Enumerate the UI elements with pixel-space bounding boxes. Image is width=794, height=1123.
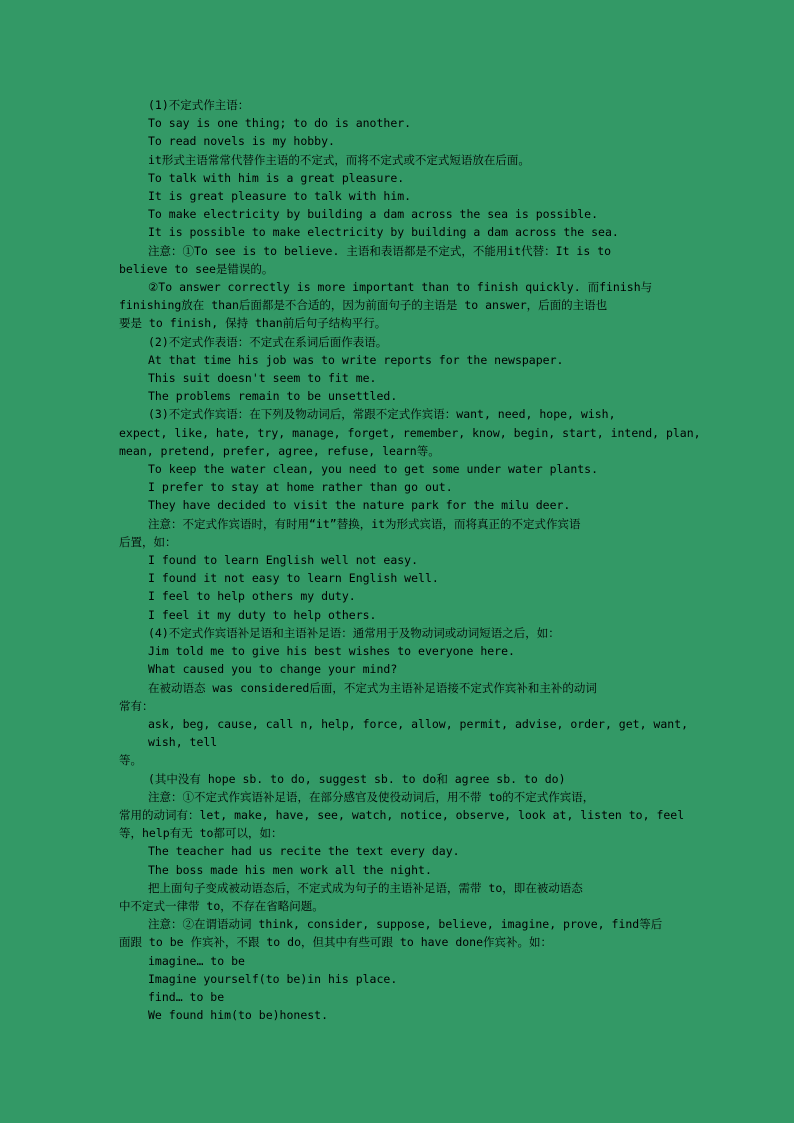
text-line: We found him(to be)honest. [148,1008,329,1023]
text-line: Imagine yourself(to be)in his place. [148,971,398,986]
text-line: I prefer to stay at home rather than go out. [148,480,453,495]
text-line: (3)不定式作宾语：在下列及物动词后，常跟不定式作宾语：want, need, hope, wish, [148,407,616,422]
text-line: At that time his job was to write reports for the newspaper. [148,352,564,367]
text-line: What caused you to change your mind? [148,662,398,677]
text-line: I found it not easy to learn English well. [148,571,439,586]
text-line: finishing放在 than后面都是不合适的，因为前面句子的主语是 to answer，后面的主语也 [119,298,608,313]
text-line: To talk with him is a great pleasure. [148,170,405,185]
text-line: 后置，如： [119,534,177,549]
text-line: They have decided to visit the nature park for the milu deer. [148,498,571,513]
text-line: (其中没有 hope sb. to do, suggest sb. to do和 agree sb. to do) [148,771,566,786]
text-line: 常用的动词有：let, make, have, see, watch, notice, observe, look at, listen to, feel [119,807,685,822]
text-line: (2)不定式作表语：不定式在系词后面作表语。 [148,334,388,349]
text-line: I found to learn English well not easy. [148,553,419,568]
text-line: mean, pretend, prefer, agree, refuse, learn等。 [119,443,440,458]
text-line: believe to see是错误的。 [119,261,274,276]
text-line: 常有： [119,698,154,713]
text-line: To say is one thing; to do is another. [148,116,412,131]
text-line: 注意：①To see is to believe. 主语和表语都是不定式，不能用it代替：It is to [148,243,612,258]
text-line: It is possible to make electricity by building a dam across the sea. [148,225,619,240]
text-line: ask, beg, cause, call n, help, force, allow, permit, advise, order, get, want, [148,716,689,731]
text-line: The boss made his men work all the night. [148,862,432,877]
text-line: 要是 to finish, 保持 than前后句子结构平行。 [119,316,387,331]
text-line: 注意：①不定式作宾语补足语，在部分感官及使役动词后，用不带 to的不定式作宾语， [148,789,595,804]
text-line: The teacher had us recite the text every day. [148,844,460,859]
text-line: it形式主语常常代替作主语的不定式，而将不定式或不定式短语放在后面。 [148,152,530,167]
text-line: 面跟 to be 作宾补，不跟 to do，但其中有些可跟 to have done作宾补。如： [119,935,553,950]
text-line: 把上面句子变成被动语态后，不定式成为句子的主语补足语，需带 to，即在被动语态 [148,880,583,895]
text-line: To keep the water clean, you need to get some under water plants. [148,462,599,477]
text-line: 等，help有无 to都可以，如： [119,826,283,841]
text-line: 等。 [119,753,142,768]
text-line: To read novels is my hobby. [148,134,335,149]
document-body [119,96,719,1024]
text-line: 中不定式一律带 to，不存在省略问题。 [119,898,324,913]
text-line: wish, tell [148,735,218,750]
text-line: ②To answer correctly is more important than to finish quickly. 而finish与 [148,280,653,295]
text-line: This suit doesn't seem to fit me. [148,371,377,386]
text-line: 注意：不定式作宾语时，有时用“it”替换，it为形式宾语，而将真正的不定式作宾语 [148,516,581,531]
text-line: (4)不定式作宾语补足语和主语补足语：通常用于及物动词或动词短语之后，如： [148,625,560,640]
text-line: Jim told me to give his best wishes to everyone here. [148,644,515,659]
text-line: imagine… to be [148,953,245,968]
text-line: expect, like, hate, try, manage, forget, remember, know, begin, start, intend, plan, [119,425,701,440]
text-line: (1)不定式作主语： [148,98,250,112]
text-line: It is great pleasure to talk with him. [148,189,412,204]
text-line: find… to be [148,989,225,1004]
text-line: I feel to help others my duty. [148,589,356,604]
text-line: 在被动语态 was considered后面，不定式为主语补足语接不定式作宾补和主补的动词 [148,680,597,695]
text-line: To make electricity by building a dam across the sea is possible. [148,207,599,222]
text-line: I feel it my duty to help others. [148,607,377,622]
text-line: 注意：②在谓语动词 think, consider, suppose, believe, imagine, prove, find等后 [148,917,663,932]
text-line: The problems remain to be unsettled. [148,389,398,404]
